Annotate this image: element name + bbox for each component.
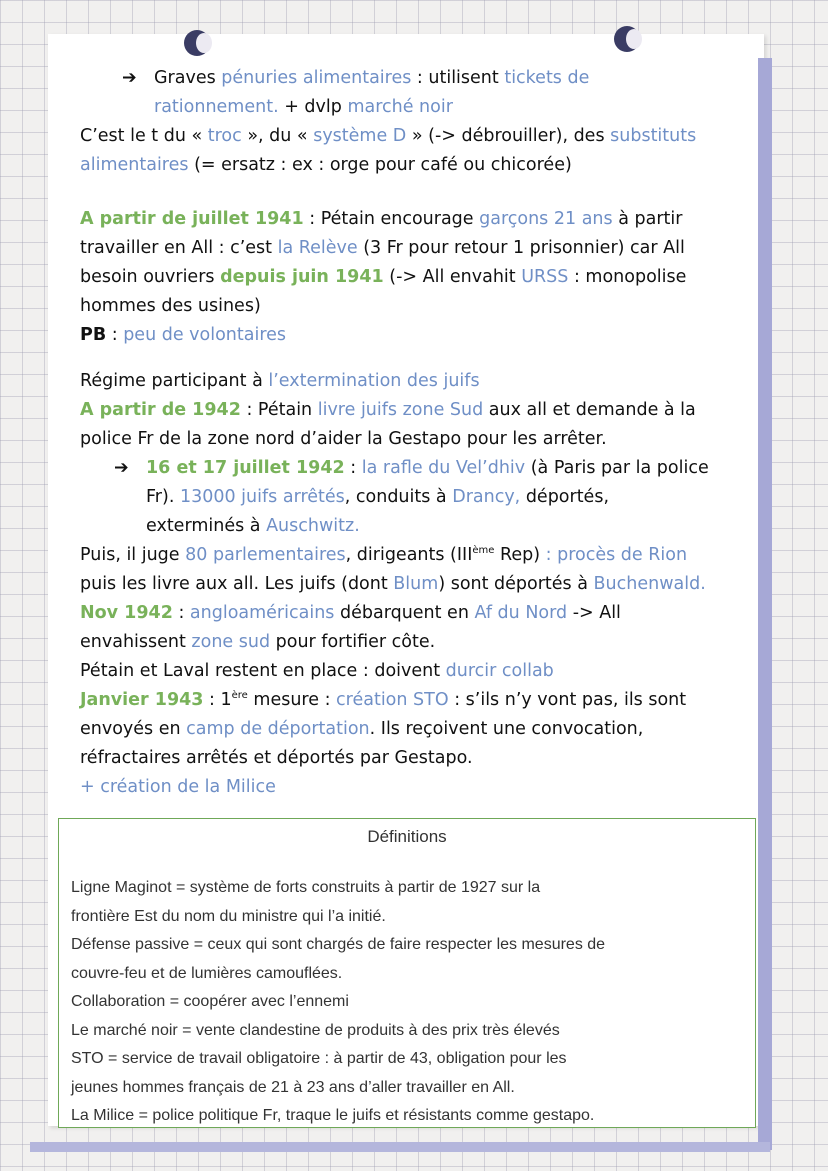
page-shadow-stripe-right xyxy=(758,58,772,1150)
definition-line: couvre-feu et de lumières camouflées. xyxy=(71,964,343,982)
note-line: travailler en All : c’est la Relève (3 Fr pour retour 1 prisonnier) car All xyxy=(80,238,685,258)
definition-line: Le marché noir = vente clandestine de produits à des prix très élevés xyxy=(71,1021,560,1039)
note-line: alimentaires (= ersatz : ex : orge pour café ou chicorée) xyxy=(80,155,572,175)
definition-line: jeunes hommes français de 21 à 23 ans d’aller travailler en All. xyxy=(71,1078,515,1096)
arrow-right-icon: ➔ xyxy=(122,68,137,88)
note-line: exterminés à Auschwitz. xyxy=(146,516,360,536)
definition-line: Ligne Maginot = système de forts construits à partir de 1927 sur la xyxy=(71,879,541,896)
note-line: Fr). 13000 juifs arrêtés, conduits à Drancy, déportés, xyxy=(146,487,610,507)
note-line: Janvier 1943 : 1ère mesure : création STO : s’ils n’y vont pas, ils sont xyxy=(80,690,687,710)
definition-line: Collaboration = coopérer avec l’ennemi xyxy=(71,993,349,1010)
note-line: ➔ 16 et 17 juillet 1942 : la rafle du Vel’dhiv (à Paris par la police xyxy=(80,454,760,483)
note-line: + création de la Milice xyxy=(80,777,276,797)
arrow-right-icon: ➔ xyxy=(114,458,129,478)
binder-hole-right xyxy=(614,26,640,52)
note-line: besoin ouvriers depuis juin 1941 (-> All envahit URSS : monopolise xyxy=(80,267,687,287)
note-line: puis les livre aux all. Les juifs (dont Blum) sont déportés à Buchenwald. xyxy=(80,574,706,594)
note-line: police Fr de la zone nord d’aider la Gestapo pour les arrêter. xyxy=(80,429,607,449)
note-line: rationnement. + dvlp marché noir xyxy=(154,97,453,117)
note-line: envoyés en camp de déportation. Ils reçoivent une convocation, xyxy=(80,719,644,739)
definition-line: frontière Est du nom du ministre qui l’a initié. xyxy=(71,907,386,925)
definition-line: Défense passive = ceux qui sont chargés de faire respecter les mesures de xyxy=(71,936,606,953)
spacer xyxy=(80,350,760,367)
note-line: PB : peu de volontaires xyxy=(80,325,287,345)
binder-hole-left xyxy=(184,30,210,56)
spacer xyxy=(80,180,760,197)
note-line: Pétain et Laval restent en place : doivent durcir collab xyxy=(80,661,554,681)
note-line: Régime participant à l’extermination des juifs xyxy=(80,371,480,391)
page-shadow-stripe-bottom xyxy=(30,1142,770,1152)
note-line: C’est le t du « troc », du « système D » (-> débrouiller), des substituts xyxy=(80,126,697,146)
note-line: hommes des usines) xyxy=(80,296,261,316)
definitions-box xyxy=(58,818,756,1128)
definition-line: La Milice = police politique Fr, traque le juifs et résistants comme gestapo. xyxy=(71,1107,595,1124)
note-line: A partir de juillet 1941 : Pétain encourage garçons 21 ans à partir xyxy=(80,209,683,229)
definition-line: STO = service de travail obligatoire : à partir de 43, obligation pour les xyxy=(71,1050,567,1067)
definitions-title: Définitions xyxy=(367,827,447,846)
spacer xyxy=(80,197,760,205)
note-line: A partir de 1942 : Pétain livre juifs zone Sud aux all et demande à la xyxy=(80,400,696,420)
note-line: Nov 1942 : angloaméricains débarquent en Af du Nord -> All xyxy=(80,603,621,623)
note-line: réfractaires arrêtés et déportés par Gestapo. xyxy=(80,748,473,768)
definitions-list xyxy=(71,874,747,1131)
note-line: Puis, il juge 80 parlementaires, dirigeants (IIIème Rep) : procès de Rion xyxy=(80,545,688,565)
handwritten-notes xyxy=(80,64,760,802)
note-line: envahissent zone sud pour fortifier côte. xyxy=(80,632,436,652)
note-line: ➔ Graves pénuries alimentaires : utilisent tickets de xyxy=(80,64,760,93)
